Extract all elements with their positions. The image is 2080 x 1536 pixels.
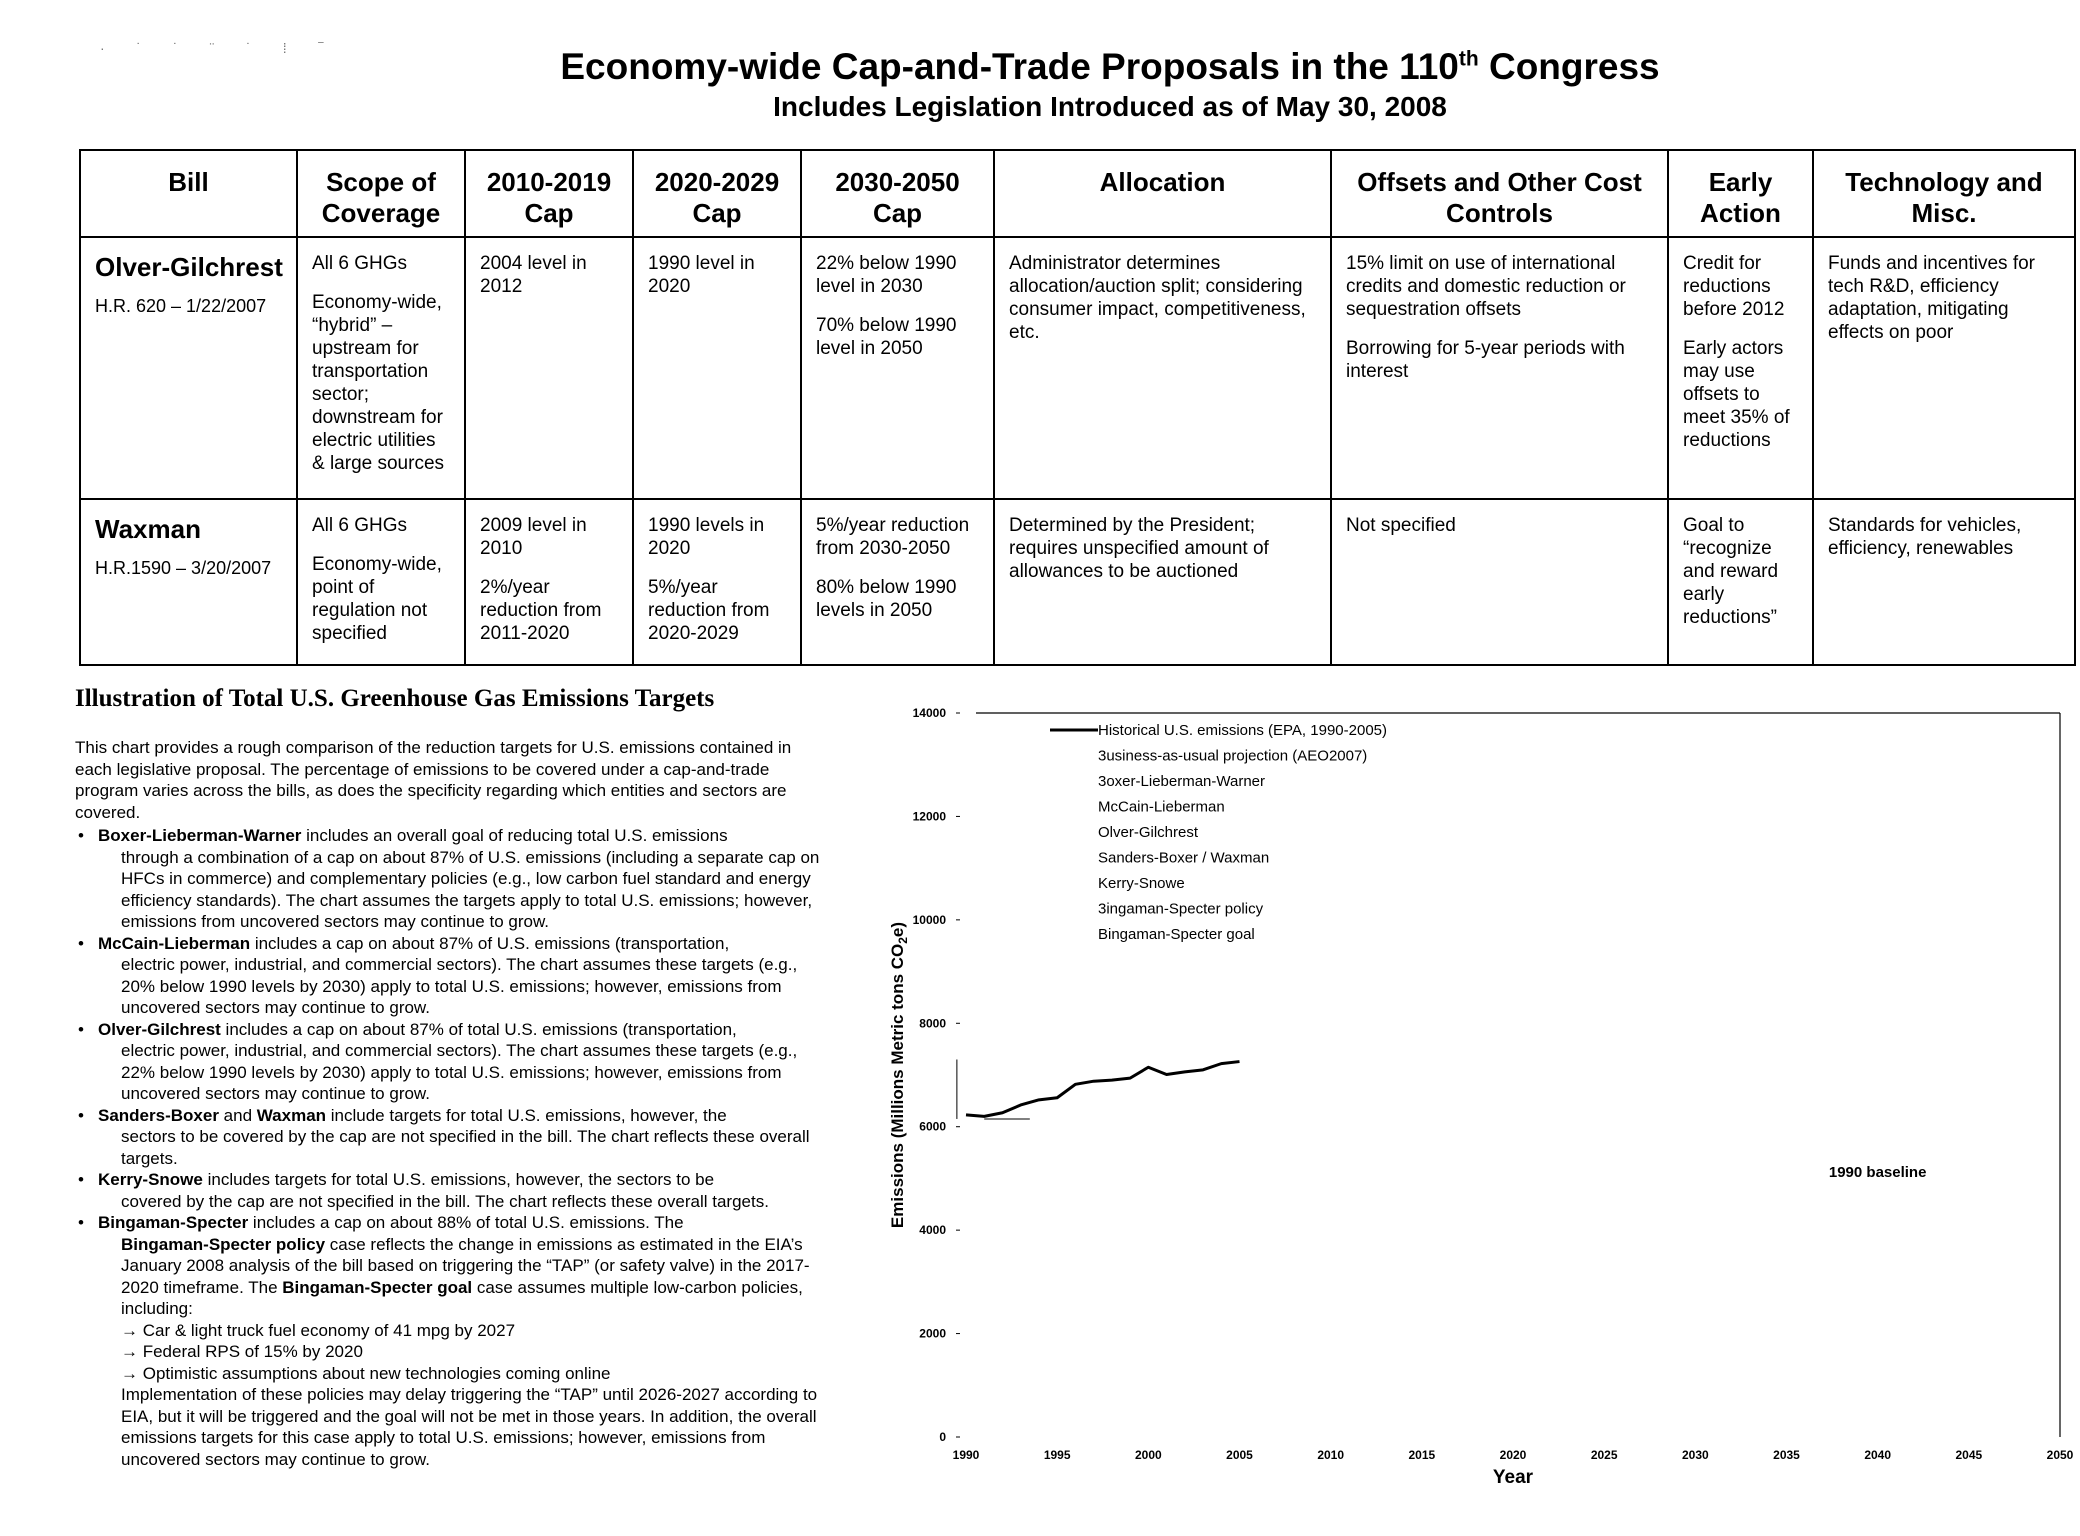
cell-text: All 6 GHGs — [312, 515, 408, 536]
legend-entry: Bingaman-Specter goal — [1098, 926, 1255, 943]
bullet-item — [75, 825, 827, 933]
x-tick-label: 2015 — [1408, 1448, 1436, 1462]
cell-text: 22% below 1990 level in 2030 — [816, 253, 957, 297]
y-axis-label: Emissions (Millions Metric tons $CO_2e$) — [888, 921, 910, 1229]
cell-cap-2010 — [465, 499, 633, 665]
cell-text: Not specified — [1346, 515, 1456, 536]
x-tick-label: 2000 — [1134, 1448, 1162, 1462]
cell-text: 1990 level in 2020 — [648, 253, 755, 297]
title-end: Congress — [1478, 46, 1660, 87]
policy-case: Bingaman-Specter policy — [121, 1234, 326, 1254]
y-tick-label: 6000 — [919, 1119, 946, 1134]
bullet-item — [75, 1105, 827, 1170]
x-tick-label: 2045 — [1955, 1448, 1983, 1462]
y-tick-label: 2000 — [919, 1326, 946, 1341]
cell-text: Economy-wide, “hybrid” – upstream for transportation sector; downstream for electric utilities & large sources — [312, 292, 445, 474]
cell-early — [1668, 499, 1813, 665]
page-title — [0, 44, 2080, 124]
cell-tech — [1813, 237, 2075, 499]
cell-text: Early actors may use offsets to meet 35% of reductions — [1683, 338, 1790, 451]
column-header: 2010-2019 Cap — [465, 150, 633, 237]
column-header: Scope of Coverage — [297, 150, 465, 237]
table-body — [80, 237, 2075, 665]
column-header: Early Action — [1668, 150, 1813, 237]
cell-text: 80% below 1990 levels in 2050 — [816, 577, 957, 621]
bullet-dot: • — [78, 826, 84, 845]
bullet-list — [75, 825, 827, 1470]
cell-offsets — [1331, 237, 1668, 499]
baseline-annotation: 1990 baseline — [1828, 1163, 1927, 1181]
bullet-bill-name: McCain-Lieberman — [98, 933, 251, 953]
bill-cell — [80, 237, 297, 499]
cell-text: All 6 GHGs — [312, 253, 408, 274]
cell-early — [1668, 237, 1813, 499]
title-text: Economy-wide Cap-and-Trade Proposals in the 110 — [560, 46, 1459, 87]
main-title — [140, 44, 2080, 90]
bullet-dot: • — [78, 1170, 84, 1189]
x-tick-label: 1995 — [1043, 1448, 1071, 1462]
policy-arrow-item: → Federal RPS of 15% by 2020 — [121, 1342, 363, 1361]
bullet-rest: covered by the cap are not specified in the bill. The chart reflects these overall targets. — [121, 1191, 769, 1211]
illustration-text — [75, 685, 827, 1470]
paragraph-gap — [1683, 321, 1800, 337]
x-tick-label: 2005 — [1226, 1448, 1253, 1462]
column-header: Technology and Misc. — [1813, 150, 2075, 237]
bill-id: H.R. 620 – 1/22/2007 — [95, 296, 267, 316]
cell-allocation — [994, 499, 1331, 665]
x-tick-label: 2020 — [1499, 1448, 1527, 1462]
paragraph-gap — [648, 560, 788, 576]
column-header: 2020-2029 Cap — [633, 150, 801, 237]
x-tick-label: 2035 — [1773, 1448, 1800, 1462]
cell-text: Determined by the President; requires unspecified amount of allowances to be auctioned — [1009, 515, 1269, 582]
series-line-historical — [966, 1062, 1240, 1117]
bill-id: H.R.1590 – 3/20/2007 — [95, 558, 272, 578]
bullet-closing: Implementation of these policies may delay triggering the “TAP” until 2026-2027 according to EIA, but it will be triggered and the goal will not be met in those years. In addition, the overall emissions targets for this case apply to total U.S. emissions; however, emissions from uncovered sectors may continue to grow. — [121, 1385, 818, 1469]
cell-text: Standards for vehicles, efficiency, renewables — [1828, 515, 2022, 559]
bullet-dot: • — [78, 1105, 84, 1125]
cell-text: Goal to “recognize and reward early reductions” — [1683, 515, 1779, 628]
cell-scope — [297, 499, 465, 665]
paragraph-gap — [816, 560, 981, 576]
bullet-dot: • — [78, 1213, 84, 1232]
bullet-dot: • — [78, 1019, 84, 1039]
x-tick-label: 1990 — [952, 1448, 980, 1462]
title-superscript: th — [1458, 47, 1479, 71]
subtitle: Includes Legislation Introduced as of May 30, 2008 — [773, 91, 1447, 122]
cell-text: 2%/year reduction from 2011-2020 — [480, 577, 602, 644]
cell-text: Borrowing for 5-year periods with interest — [1346, 338, 1625, 382]
y-tick-label: 8000 — [919, 1016, 946, 1031]
legend-entry: Sanders-Boxer / Waxman — [1098, 849, 1270, 867]
y-tick-label: 14000 — [912, 706, 946, 720]
legend-entry: Kerry-Snowe — [1098, 875, 1185, 892]
emissions-chart — [870, 695, 2074, 1495]
bullet-rest: through a combination of a cap on about 87% of U.S. emissions (including a separate cap on HFCs in commerce) and complementary policies (e.g., low carbon fuel standard and energy efficiency standards). The chart assumes the targets apply to total U.S. emissions; however, emissions from uncovered sectors may continue to grow. — [121, 847, 820, 931]
y-tick-label: 10000 — [912, 912, 946, 927]
bill-name: Olver-Gilchrest — [95, 252, 283, 282]
illustration-heading: Illustration of Total U.S. Greenhouse Gas Emissions Targets — [75, 685, 715, 712]
cell-cap-2020 — [633, 237, 801, 499]
legend-entry: 3ingaman-Specter policy — [1098, 900, 1264, 918]
column-header: Bill — [80, 150, 297, 237]
goal-case: Bingaman-Specter goal — [282, 1277, 473, 1297]
cell-text: Funds and incentives for tech R&D, efficiency adaptation, mitigating effects on poor — [1828, 253, 2036, 343]
y-tick-label: 4000 — [919, 1223, 946, 1238]
bullet-first-line: Sanders-Boxer and Waxman include targets for total U.S. emissions, however, the — [98, 1105, 727, 1125]
illustration-intro: This chart provides a rough comparison of the reduction targets for U.S. emissions contained in each legislative proposal. The percentage of emissions to be covered under a cap-and-trade program varies across the bills, as does the specificity regarding which entities and sectors are covered. — [75, 738, 792, 822]
legend-entry: 3oxer-Lieberman-Warner — [1098, 773, 1266, 790]
bullet-item — [75, 933, 827, 1019]
x-tick-label: 2040 — [1864, 1448, 1892, 1462]
bullet-item — [75, 1019, 827, 1105]
y-tick-label: 12000 — [912, 809, 946, 824]
x-axis-label: Year — [1492, 1467, 1534, 1488]
cell-offsets — [1331, 499, 1668, 665]
table-header-row — [80, 150, 2075, 237]
cell-text: 15% limit on use of international credits and domestic reduction or sequestration offsets — [1346, 253, 1626, 320]
legend-entry: Historical U.S. emissions (EPA, 1990-2005) — [1098, 722, 1387, 739]
cell-text: Credit for reductions before 2012 — [1683, 253, 1785, 320]
cell-scope — [297, 237, 465, 499]
cell-cap-2010 — [465, 237, 633, 499]
bullet-bill-name: Waxman — [256, 1105, 327, 1125]
cell-text: 2009 level in 2010 — [480, 515, 587, 559]
column-header: 2030-2050 Cap — [801, 150, 994, 237]
bullet-bill-name: Kerry-Snowe — [98, 1170, 203, 1189]
cell-text: Administrator determines allocation/auction split; considering consumer impact, competitiveness, etc. — [1009, 253, 1306, 343]
cell-cap-2030 — [801, 499, 994, 665]
bullet-first-line: Boxer-Lieberman-Warner includes an overall goal of reducing total U.S. emissions — [98, 826, 728, 845]
paragraph-gap — [1346, 321, 1655, 337]
bullet-first-line: Kerry-Snowe includes targets for total U.S. emissions, however, the sectors to be — [98, 1170, 715, 1189]
cell-cap-2020 — [633, 499, 801, 665]
scan-marks: · ˙ ˙ ¨ ˙ ⁞ ‾ — [100, 40, 338, 56]
y-tick-label: 0 — [939, 1430, 946, 1444]
proposals-table — [79, 149, 2076, 666]
bullet-rest: Bingaman-Specter policy case reflects the change in emissions as estimated in the EIA’s January 2008 analysis of the bill based on triggering the “TAP” (or safety valve) in the 2017-2020 timeframe. The Bingaman-Specter goal case assumes multiple low-carbon policies, including: — [121, 1234, 810, 1318]
bullet-bill-name: Boxer-Lieberman-Warner — [98, 826, 302, 845]
x-tick-label: 2025 — [1590, 1448, 1618, 1462]
cell-text: 5%/year reduction from 2030-2050 — [816, 515, 970, 559]
cell-text: 5%/year reduction from 2020-2029 — [648, 577, 770, 644]
bullet-first-line: Olver-Gilchrest includes a cap on about 87% of total U.S. emissions (transportation, — [98, 1019, 737, 1039]
cell-cap-2030 — [801, 237, 994, 499]
bullet-bill-name: Sanders-Boxer — [98, 1105, 219, 1125]
legend-entry: McCain-Lieberman — [1098, 798, 1225, 816]
bullet-bill-name: Bingaman-Specter — [98, 1213, 249, 1232]
policy-arrow-item: → Optimistic assumptions about new technologies coming online — [121, 1363, 611, 1383]
column-header: Offsets and Other Cost Controls — [1331, 150, 1668, 237]
x-tick-label: 2050 — [2046, 1448, 2074, 1462]
cell-allocation — [994, 237, 1331, 499]
legend-entry: Olver-Gilchrest — [1098, 824, 1199, 841]
policy-arrow-item: → Car & light truck fuel economy of 41 mpg by 2027 — [121, 1320, 516, 1340]
x-tick-label: 2010 — [1317, 1448, 1345, 1462]
bullet-rest: electric power, industrial, and commercial sectors). The chart assumes these targets (e.g., 20% below 1990 levels by 2030) apply to total U.S. emissions; however, emissions from uncovered sectors may continue to grow. — [121, 955, 798, 1017]
table-row — [80, 237, 2075, 499]
paragraph-gap — [312, 537, 452, 553]
column-header: Allocation — [994, 150, 1331, 237]
x-tick-label: 2030 — [1681, 1448, 1709, 1462]
bullet-bill-name: Olver-Gilchrest — [98, 1019, 221, 1039]
cell-text: 1990 levels in 2020 — [648, 515, 765, 559]
bullet-first-line: McCain-Lieberman includes a cap on about 87% of U.S. emissions (transportation, — [98, 933, 730, 953]
bullet-rest: sectors to be covered by the cap are not specified in the bill. The chart reflects these overall targets. — [121, 1127, 810, 1168]
table-row — [80, 499, 2075, 665]
paragraph-gap — [816, 298, 981, 314]
cell-tech — [1813, 499, 2075, 665]
bullet-item — [75, 1169, 827, 1212]
bullet-dot: • — [78, 933, 84, 953]
bullet-rest: electric power, industrial, and commercial sectors). The chart assumes these targets (e.g., 22% below 1990 levels by 2030) apply to total U.S. emissions; however, emissions from uncovered sectors may continue to grow. — [121, 1041, 798, 1103]
cell-text: 70% below 1990 level in 2050 — [816, 315, 957, 359]
legend-entry: 3usiness-as-usual projection (AEO2007) — [1098, 747, 1368, 765]
bullet-item — [75, 1212, 827, 1470]
cell-text: Economy-wide, point of regulation not specified — [312, 554, 442, 644]
cell-text: 2004 level in 2012 — [480, 253, 587, 297]
paragraph-gap — [312, 275, 452, 291]
paragraph-gap — [480, 560, 620, 576]
bill-name: Waxman — [95, 514, 201, 544]
bullet-first-line: Bingaman-Specter includes a cap on about 88% of total U.S. emissions. The — [98, 1213, 684, 1232]
bill-cell — [80, 499, 297, 665]
